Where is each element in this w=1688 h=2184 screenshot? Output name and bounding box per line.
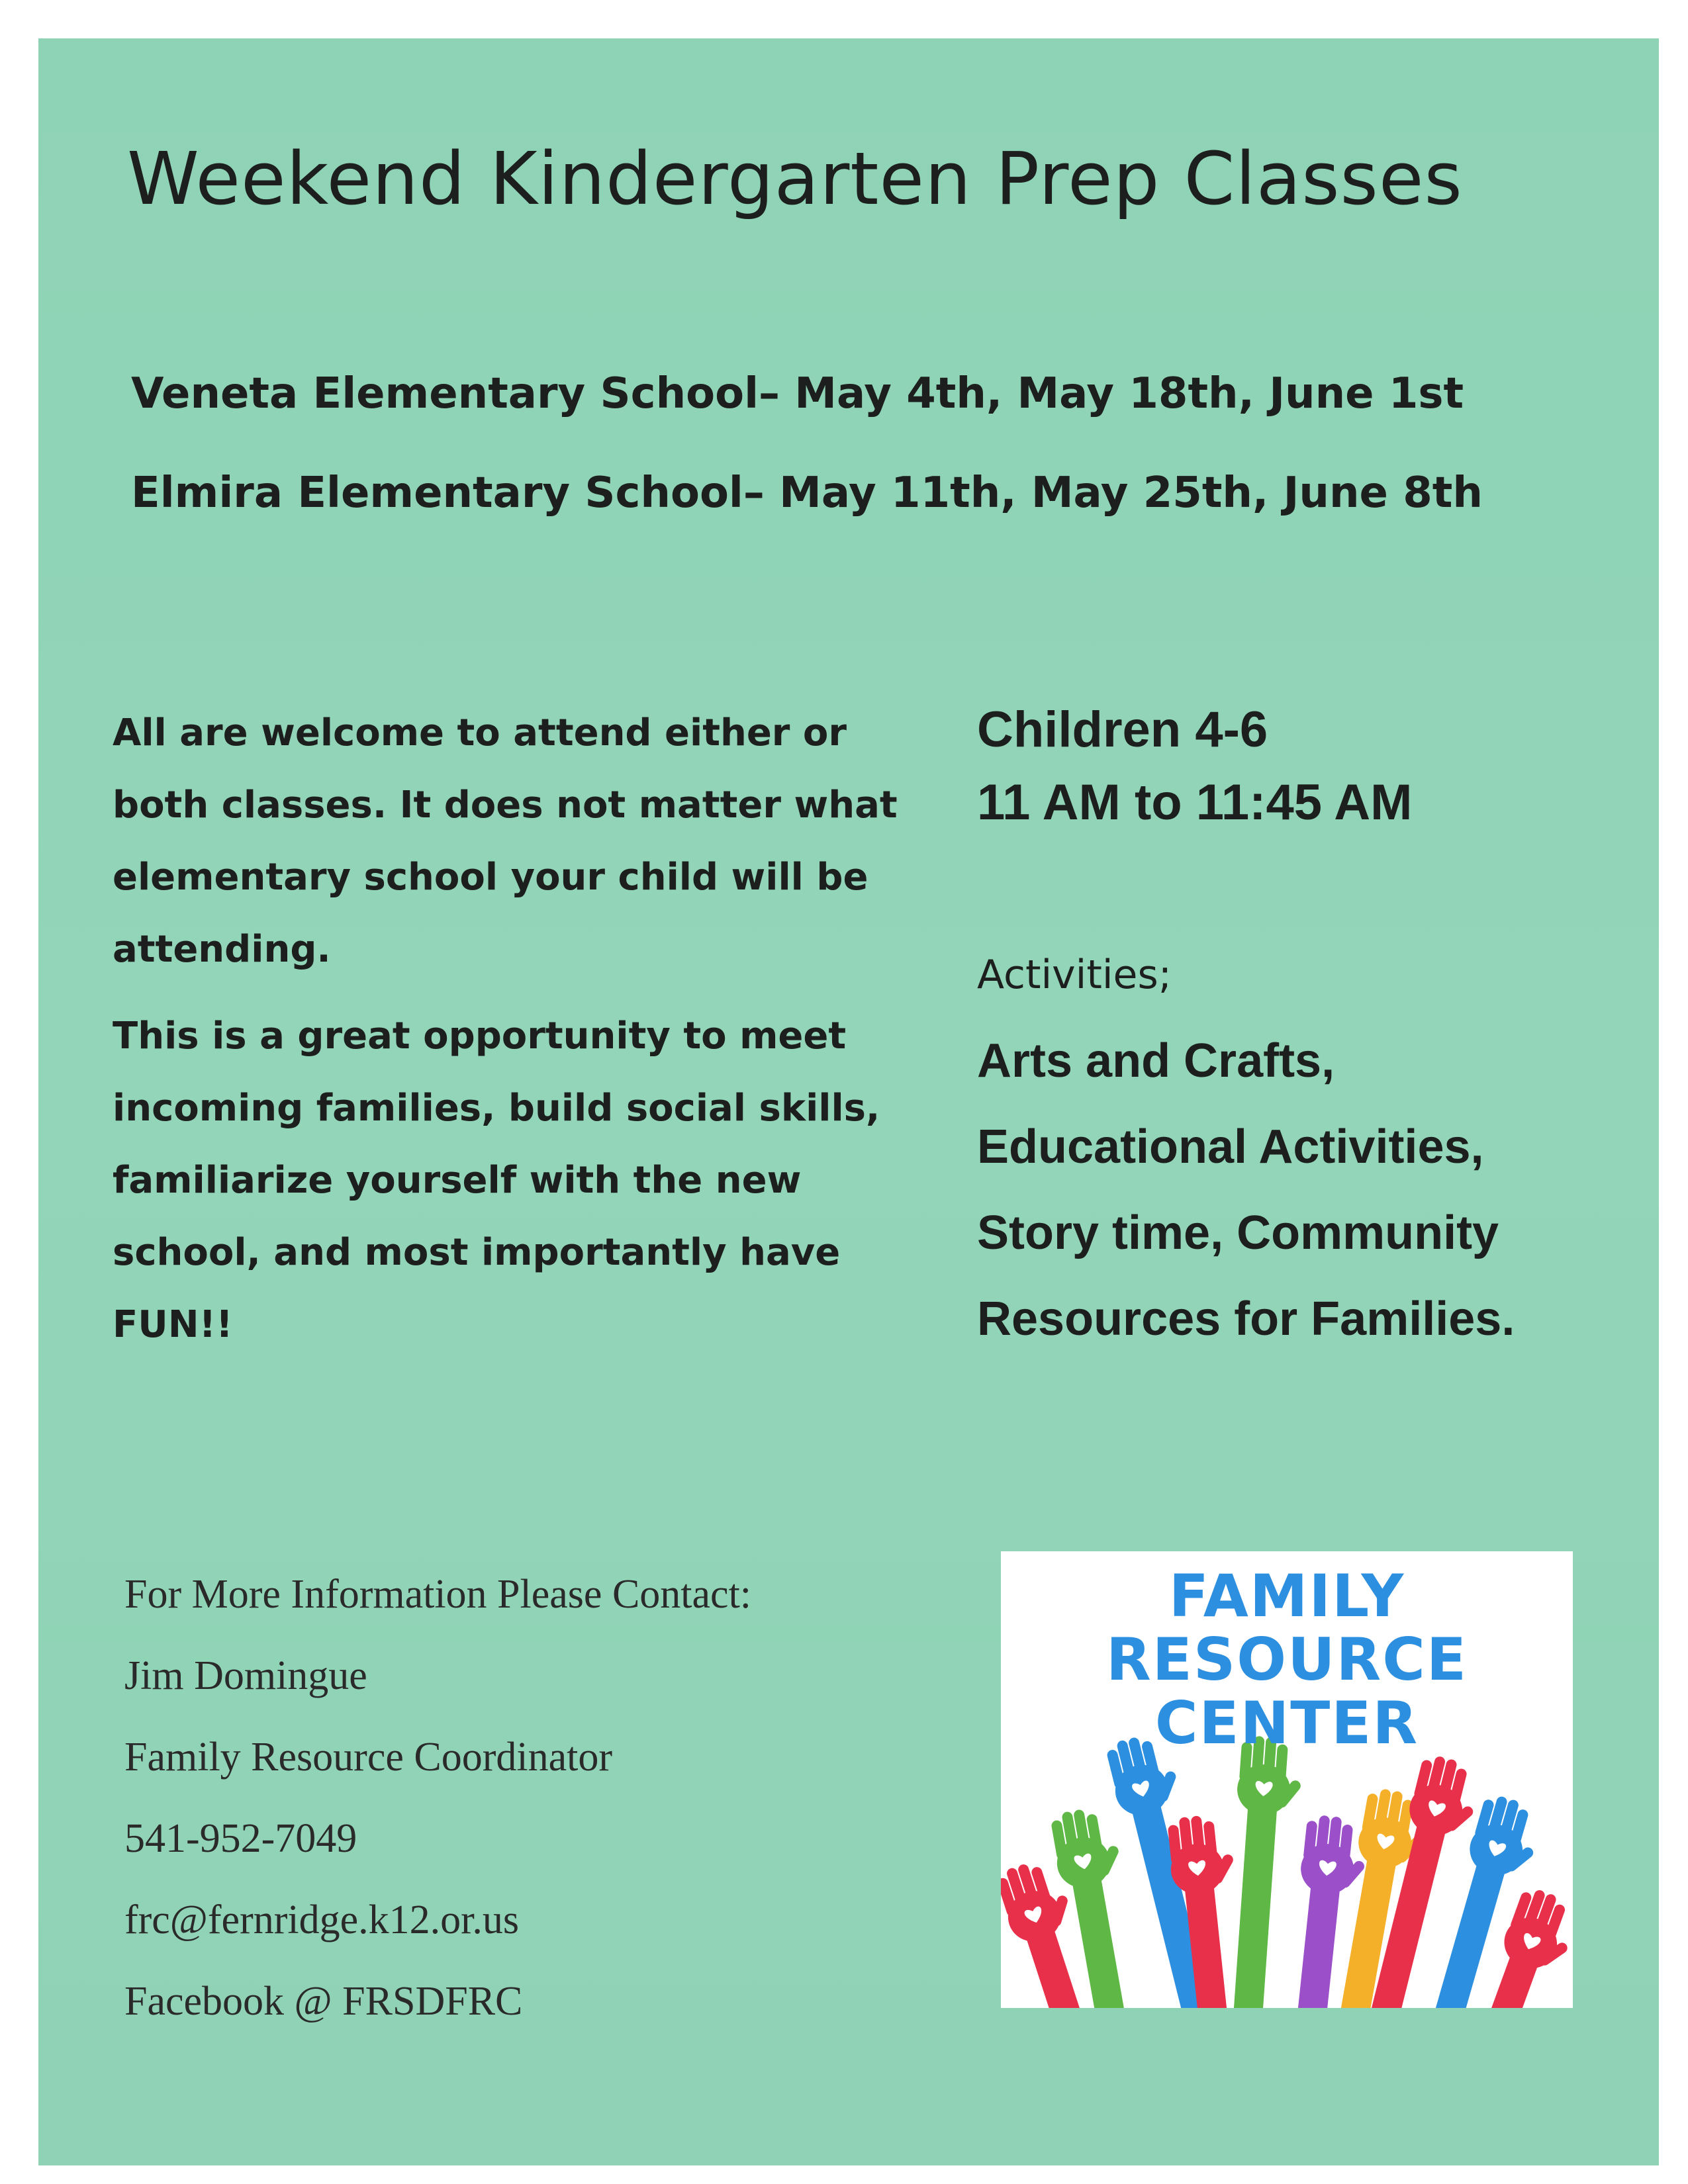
contact-name: Jim Domingue bbox=[124, 1653, 367, 1698]
age-range: Children 4-6 bbox=[977, 702, 1268, 758]
activity-item: Educational Activities, bbox=[977, 1120, 1484, 1173]
page-title: Weekend Kindergarten Prep Classes bbox=[127, 136, 1463, 221]
class-time: 11 AM to 11:45 AM bbox=[977, 774, 1413, 831]
contact-info bbox=[124, 1554, 751, 2042]
logo-line: CENTER bbox=[1154, 1689, 1419, 1757]
logo-line: RESOURCE bbox=[1106, 1625, 1468, 1694]
welcome-paragraph: All are welcome to attend either or both classes. It does not matter what elementary school your child will be attending. bbox=[113, 711, 898, 971]
logo-text bbox=[1001, 1562, 1573, 1757]
contact-facebook[interactable]: Facebook @ FRSDFRC bbox=[124, 1979, 523, 2024]
contact-phone[interactable]: 541-952-7049 bbox=[124, 1816, 357, 1861]
contact-role: Family Resource Coordinator bbox=[124, 1735, 612, 1780]
contact-email[interactable]: frc@fernridge.k12.or.us bbox=[124, 1897, 519, 1942]
contact-heading: For More Information Please Contact: bbox=[124, 1572, 752, 1617]
activity-item: Arts and Crafts, bbox=[977, 1034, 1335, 1087]
activity-item: Resources for Families. bbox=[977, 1293, 1515, 1345]
opportunity-paragraph: This is a great opportunity to meet incoming families, build social skills, familiarize yourself with the new school, and most importantly have FUN!! bbox=[113, 1015, 880, 1346]
schedule-elmira: Elmira Elementary School– May 11th, May 25th, June 8th bbox=[131, 469, 1483, 518]
schedule-veneta: Veneta Elementary School– May 4th, May 18th, June 1st bbox=[131, 369, 1464, 418]
welcome-text bbox=[113, 697, 947, 1375]
logo-line: FAMILY bbox=[1168, 1562, 1405, 1630]
hand-icon bbox=[1220, 1735, 1305, 2008]
activity-item: Story time, Community bbox=[977, 1206, 1499, 1259]
flyer bbox=[38, 38, 1659, 2165]
schedule bbox=[131, 369, 1483, 568]
family-resource-center-logo bbox=[1001, 1551, 1573, 2008]
activities-label: Activities; bbox=[977, 952, 1172, 998]
class-details bbox=[977, 694, 1613, 1362]
